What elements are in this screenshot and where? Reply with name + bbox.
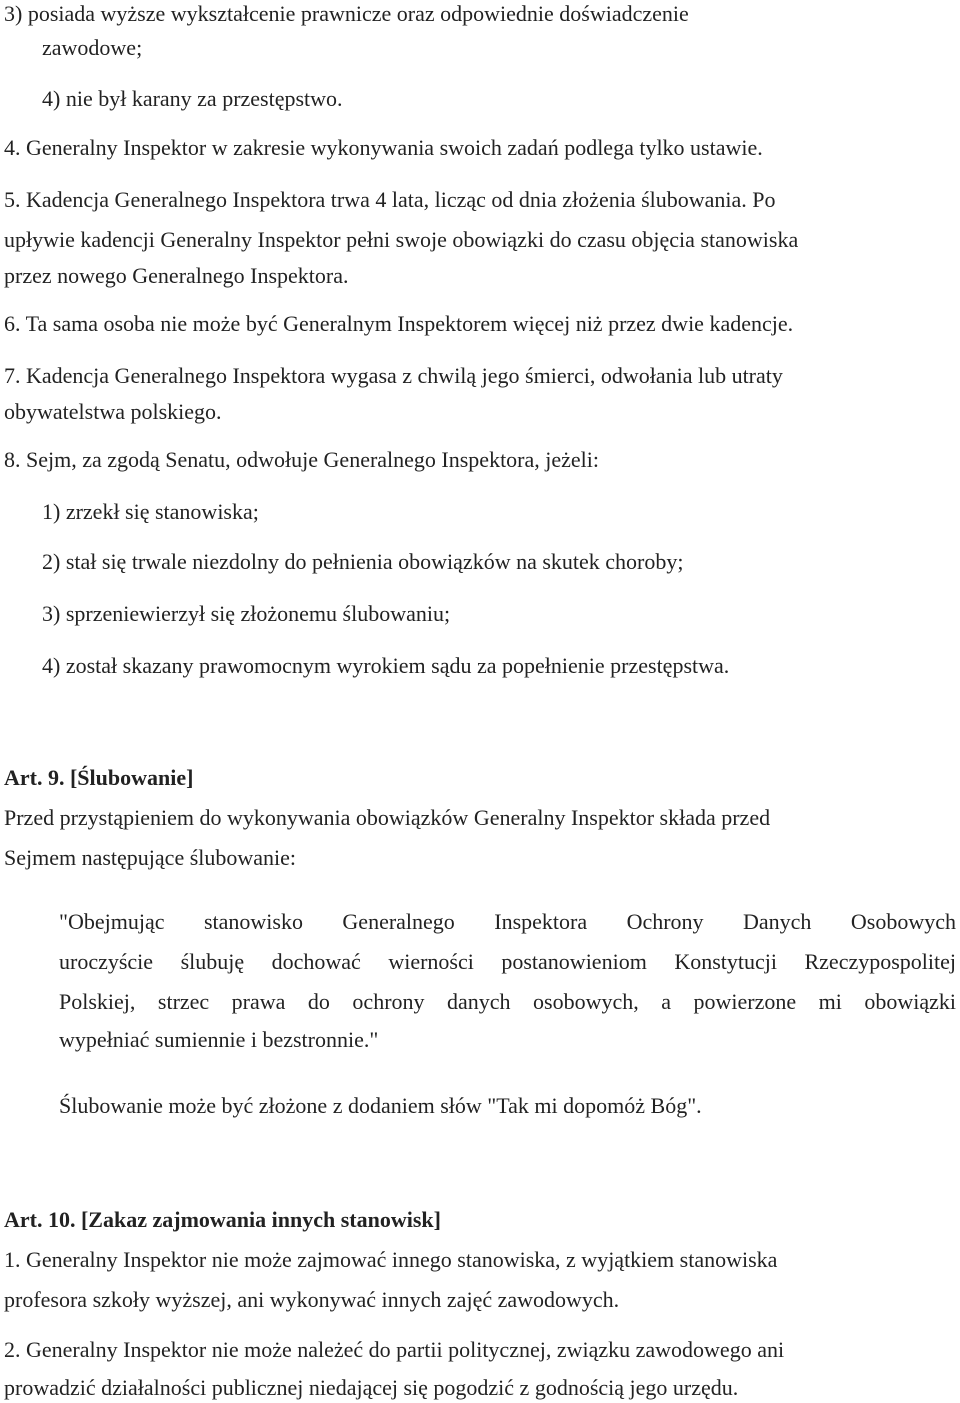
- item-4: 4) nie był karany za przestępstwo.: [42, 86, 343, 111]
- paragraph-5-line-2: upływie kadencji Generalny Inspektor pełni swoje obowiązki do czasu objęcia stanowiska: [4, 227, 799, 252]
- article-10-paragraph-1-line-1: 1. Generalny Inspektor nie może zajmować innego stanowiska, z wyjątkiem stanowiska: [4, 1247, 778, 1272]
- oath-line-4: wypełniać sumiennie i bezstronnie.": [59, 1027, 379, 1052]
- oath-line-3: Polskiej, strzec prawa do ochrony danych osobowych, a powierzone mi obowiązki: [59, 989, 956, 1014]
- article-9-intro-line-2: Sejmem następujące ślubowanie:: [4, 845, 297, 870]
- paragraph-8-item-3: 3) sprzeniewierzył się złożonemu ślubowaniu;: [42, 601, 451, 626]
- paragraph-8-item-4: 4) został skazany prawomocnym wyrokiem sądu za popełnienie przestępstwa.: [42, 653, 730, 678]
- paragraph-6: 6. Ta sama osoba nie może być Generalnym Inspektorem więcej niż przez dwie kadencje.: [4, 311, 794, 336]
- paragraph-8-item-2: 2) stał się trwale niezdolny do pełnienia obowiązków na skutek choroby;: [42, 549, 684, 574]
- article-9-intro-line-1: Przed przystąpieniem do wykonywania obowiązków Generalny Inspektor składa przed: [4, 805, 771, 830]
- article-10-heading: Art. 10. [Zakaz zajmowania innych stanowisk]: [4, 1207, 441, 1232]
- article-10-paragraph-2-line-2: prowadzić działalności publicznej niedającej się pogodzić z godnością jego urzędu.: [4, 1375, 739, 1400]
- article-10-paragraph-1-line-2: profesora szkoły wyższej, ani wykonywać innych zajęć zawodowych.: [4, 1287, 620, 1312]
- paragraph-8-intro: 8. Sejm, za zgodą Senatu, odwołuje Generalnego Inspektora, jeżeli:: [4, 447, 600, 472]
- paragraph-7-line-1: 7. Kadencja Generalnego Inspektora wygasa z chwilą jego śmierci, odwołania lub utraty: [4, 363, 783, 388]
- paragraph-7-line-2: obywatelstwa polskiego.: [4, 399, 222, 424]
- oath-line-2: uroczyście ślubuję dochować wierności postanowieniom Konstytucji Rzeczypospolitej: [59, 949, 956, 974]
- oath-line-1: "Obejmując stanowisko Generalnego Inspektora Ochrony Danych Osobowych: [59, 909, 956, 934]
- item-3-line-1: 3) posiada wyższe wykształcenie prawnicze oraz odpowiednie doświadczenie: [4, 1, 689, 26]
- oath-closing: Ślubowanie może być złożone z dodaniem słów "Tak mi dopomóż Bóg".: [59, 1093, 702, 1118]
- article-10-paragraph-2-line-1: 2. Generalny Inspektor nie może należeć do partii politycznej, związku zawodowego ani: [4, 1337, 785, 1362]
- paragraph-5-line-3: przez nowego Generalnego Inspektora.: [4, 263, 349, 288]
- paragraph-4: 4. Generalny Inspektor w zakresie wykonywania swoich zadań podlega tylko ustawie.: [4, 135, 763, 160]
- article-9-heading: Art. 9. [Ślubowanie]: [4, 765, 194, 790]
- paragraph-5-line-1: 5. Kadencja Generalnego Inspektora trwa 4 lata, licząc od dnia złożenia ślubowania. Po: [4, 187, 776, 212]
- paragraph-8-item-1: 1) zrzekł się stanowiska;: [42, 499, 259, 524]
- item-3-line-2: zawodowe;: [42, 35, 143, 60]
